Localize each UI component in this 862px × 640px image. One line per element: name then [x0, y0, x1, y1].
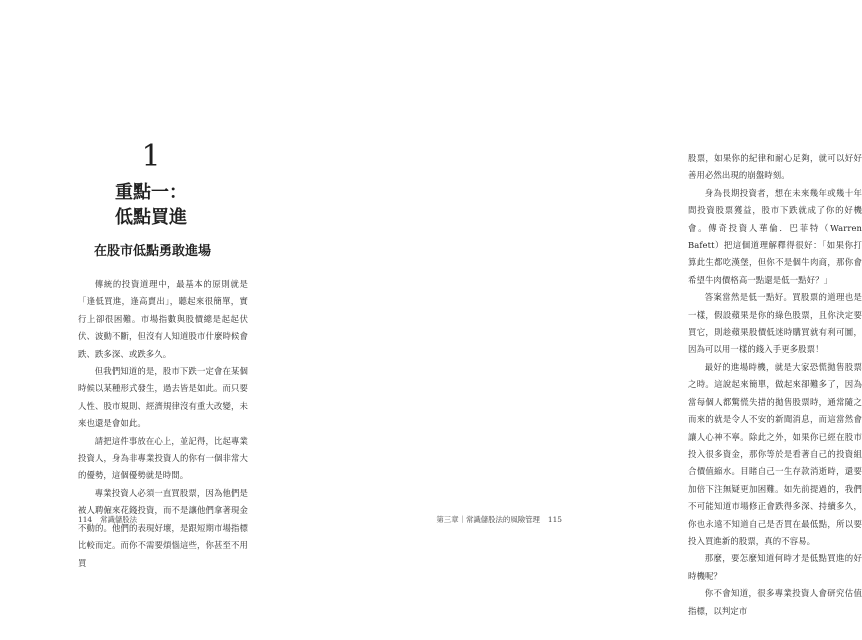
- left-page: [0, 0, 320, 640]
- page-number: 114: [78, 515, 93, 524]
- paragraph: 身為長期投資者，想在未來幾年或幾十年間投資股票獲益，股市下跌就成了你的好機會。傳奇投資人華倫．巴菲特（Warren Bafett）把這個道理解釋得很好：「如果你打算此生都吃漢堡，但你不是個牛肉商，那你會希望牛肉價格高一點還是低一點好？」: [688, 187, 862, 285]
- chapter-title: [96, 180, 206, 230]
- paragraph: 請把這件事放在心上，並記得，比起專業投資人，身為非專業投資人的你有一個非常大的優勢，這個優勢就是時間。: [78, 435, 248, 481]
- chapter-title-line1: 重點一：: [115, 182, 187, 203]
- paragraph: 最好的進場時機，就是大家恐慌拋售股票之時。這說起來簡單，做起來卻難多了，因為當每個人都驚慌失措的拋售股票時，通常隨之而來的就是令人不安的新聞消息，而這當然會讓人心神不寧。除此之外，如果你已經在股市投入很多資金，那你等於是看著自己的投資組合價值縮水。目睹自己一生存款消逝時，還要加倍下注無疑更加困難。如先前提過的，我們不可能知道市場修正會跌得多深、持續多久，你也永遠不知道自己是否買在最低點，所以要投入買進新的股票，真的不容易。: [688, 361, 862, 546]
- page-number: 115: [547, 515, 562, 524]
- paragraph: 專業投資人必須一直買股票，因為他們是被人聘僱來花錢投資，而不是讓他們拿著現金不動的。他們的表現好壞，是跟短期市場指標比較而定。而你不需要煩惱這些，你甚至不用買: [78, 487, 248, 568]
- paragraph: 你不會知道，很多專業投資人會研究估值指標，以判定市: [688, 588, 862, 616]
- paragraph: 那麼，要怎麼知道何時才是低點買進的好時機呢？: [688, 553, 862, 581]
- chapter-number: 1: [141, 139, 161, 174]
- paragraph: 但我們知道的是，股市下跌一定會在某個時候以某種形式發生，過去皆是如此。而只要人性、股市規則、經濟規律沒有重大改變，未來也還是會如此。: [78, 366, 248, 429]
- right-body-text: [688, 150, 862, 620]
- left-folio: [78, 514, 137, 525]
- section-heading: 在股市低點勇敢進場: [93, 244, 211, 259]
- paragraph: 傳統的投資道理中，最基本的原則就是「逢低買進，逢高賣出」，聽起來很簡單，實行上卻很困難。市場指數與股價總是起起伏伏、波動不斷，但沒有人知道股市什麼時候會跌、跌多深、或跌多久。: [78, 279, 248, 359]
- paragraph: 答案當然是低一點好。買股票的道理也是一樣，假設蘋果是你的綠色股票，且你決定要買它，則趁蘋果股價低迷時購買就有利可圖，因為可以用一樣的錢入手更多股票！: [688, 292, 862, 355]
- running-title: 常識儲股法: [100, 515, 138, 524]
- right-folio: [436, 514, 562, 525]
- right-page: [320, 0, 862, 640]
- chapter-title-line2: 低點買進: [115, 207, 187, 228]
- running-title: 第三章｜常識儲股法的風險管理: [436, 515, 540, 524]
- left-body-text: [78, 276, 248, 572]
- paragraph: 股票，如果你的紀律和耐心足夠，就可以好好善用必然出現的崩盤時刻。: [688, 153, 862, 181]
